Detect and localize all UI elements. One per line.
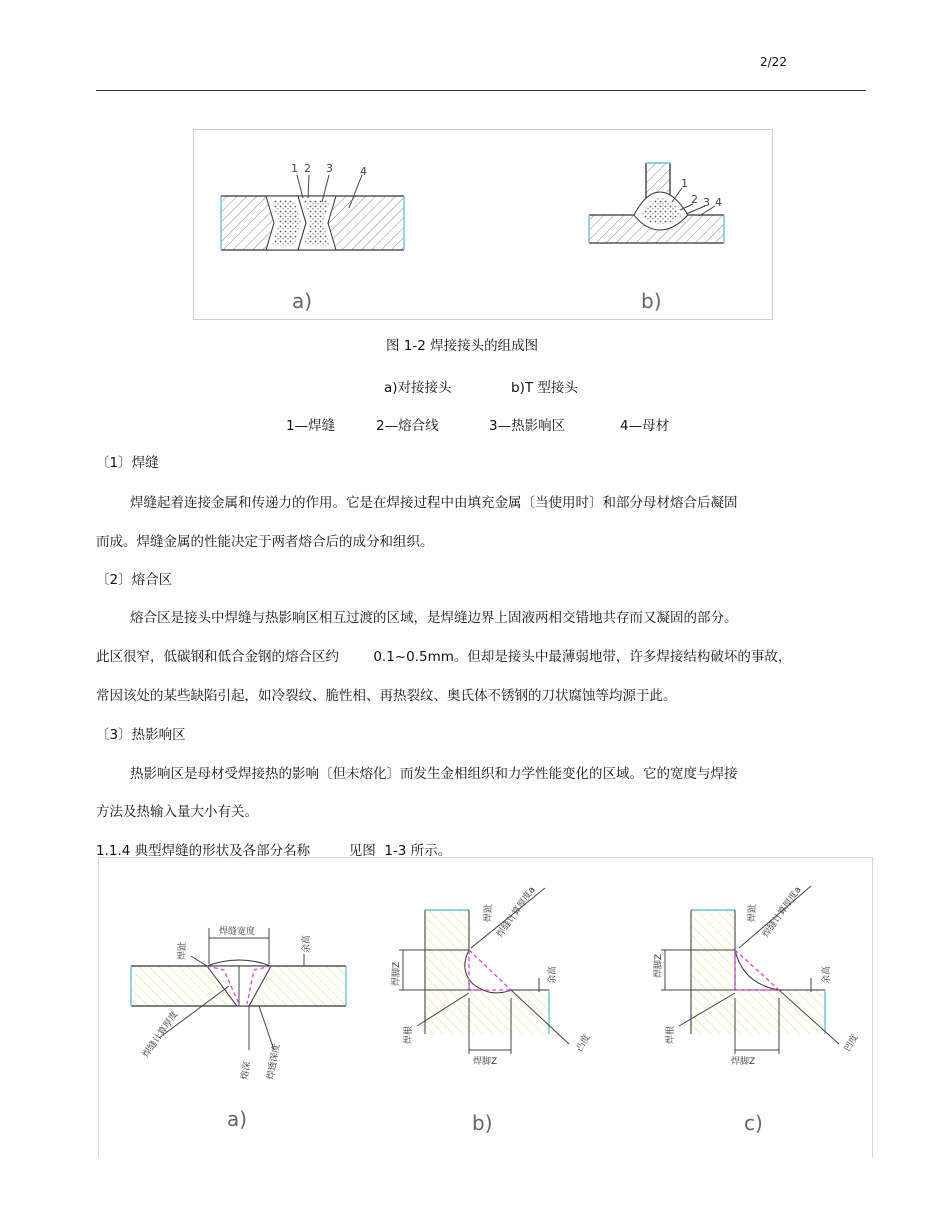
- panel-b-label: b): [641, 289, 662, 313]
- page-number: 2/22: [760, 55, 787, 69]
- header-rule: [96, 90, 866, 91]
- callout-a-2: 2: [304, 162, 311, 175]
- callout-a-1: 1: [291, 162, 298, 175]
- legend-item-1: 1—焊缝: [286, 418, 336, 434]
- annot-c-root: 焊根: [666, 1025, 676, 1044]
- callout-b-4: 4: [715, 196, 722, 209]
- subcaption-a: a)对接接头: [384, 380, 452, 396]
- section-heading-haz: 〔3〕热影响区: [96, 727, 186, 743]
- annot-b-root: 焊根: [404, 1025, 414, 1044]
- panel-c-label-fig3: c): [744, 1111, 763, 1135]
- annot-b-reinforcement: 余高: [548, 965, 558, 984]
- paragraph-line: 方法及热输入量大小有关。: [96, 804, 258, 820]
- butt-joint-drawing: [221, 175, 404, 250]
- panel-a-label-fig3: a): [227, 1107, 248, 1131]
- annot-weld-width: 焊缝宽度: [219, 927, 256, 937]
- paragraph-line: 焊缝起着连接金属和传递力的作用。它是在焊接过程中由填充金属〔当使用时〕和部分母材熔合后凝固: [130, 495, 738, 511]
- callout-a-4: 4: [360, 165, 367, 178]
- subcaption-b: b)T 型接头: [511, 380, 578, 396]
- panel-b-label-fig3: b): [472, 1111, 493, 1135]
- legend-item-3: 3—热影响区: [489, 418, 566, 434]
- annot-throat: 焊缝计算厚度: [141, 1009, 181, 1060]
- panel-a-label: a): [292, 289, 313, 313]
- section-heading-fusion-zone: 〔2〕熔合区: [96, 572, 173, 588]
- annot-b-convexity: 凸度: [574, 1032, 593, 1054]
- section-heading-weld: 〔1〕焊缝: [96, 455, 159, 471]
- paragraph-line: 而成。焊缝金属的性能决定于两者熔合后的成分和组织。: [96, 534, 434, 550]
- annot-c-throat: 焊缝计算厚度a: [761, 885, 804, 940]
- paragraph-line: 常因该处的某些缺陷引起，如冷裂纹、脆性相、再热裂纹、奥氏体不锈钢的刀状腐蚀等均源于此。: [96, 688, 677, 704]
- callout-b-1: 1: [681, 177, 688, 190]
- annot-fusion-depth: 焊透深度: [266, 1043, 283, 1081]
- paragraph-line: 热影响区是母材受焊接热的影响〔但未熔化〕而发生金相组织和力学性能变化的区域。它的宽度与焊接: [130, 766, 738, 782]
- figure-1-2-caption: 图 1-2 焊接接头的组成图: [386, 338, 539, 354]
- annot-b-throat: 焊缝计算厚度a: [495, 885, 538, 940]
- annot-weld-toe: 焊趾: [178, 941, 188, 960]
- annot-c-leg-vertical: 焊脚Z: [654, 953, 664, 978]
- annot-c-leg-horizontal: 焊脚Z: [731, 1057, 756, 1067]
- annot-c-toe: 焊趾: [748, 903, 758, 922]
- callout-b-3: 3: [703, 196, 710, 209]
- callout-b-2: 2: [691, 193, 698, 206]
- annot-c-concavity: 凹度: [842, 1032, 861, 1054]
- annot-b-leg-horizontal: 焊脚Z: [473, 1057, 498, 1067]
- annot-reinforcement: 余高: [302, 934, 312, 953]
- paragraph-line: 熔合区是接头中焊缝与热影响区相互过渡的区域，是焊缝边界上固液两相交错地共存而又凝固的部分。: [130, 610, 738, 626]
- subsection-heading: 1.1.4 典型焊缝的形状及各部分名称 见图 1-3 所示。: [96, 843, 452, 859]
- annot-b-toe: 焊趾: [484, 903, 494, 922]
- paragraph-line: 此区很窄，低碳钢和低合金钢的熔合区约 0.1~0.5mm。但却是接头中最薄弱地带，许多焊接结构破坏的事故，: [96, 649, 792, 665]
- annot-c-reinforcement: 余高: [822, 965, 832, 984]
- legend-item-4: 4—母材: [620, 418, 670, 434]
- annot-b-leg-vertical: 焊脚Z: [392, 961, 402, 986]
- figure-1-3: [98, 857, 873, 1158]
- legend-item-2: 2—熔合线: [376, 418, 439, 434]
- callout-a-3: 3: [326, 162, 333, 175]
- annot-penetration: 熔深: [240, 1061, 254, 1081]
- figure-1-2: [193, 129, 773, 320]
